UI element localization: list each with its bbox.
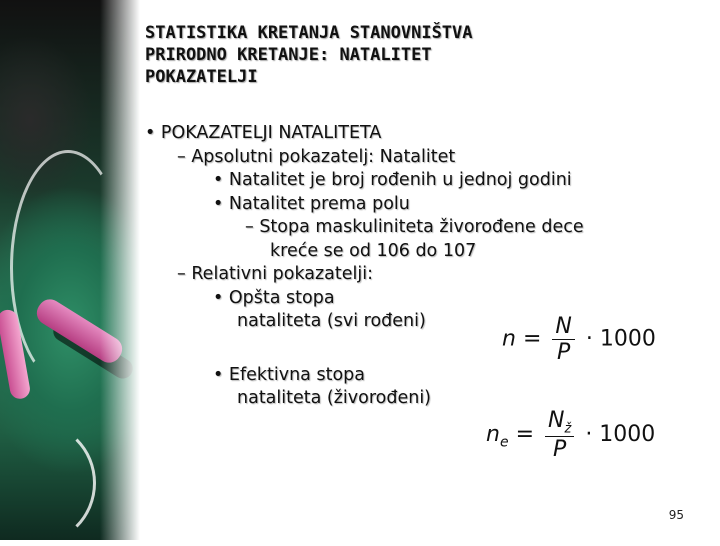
bullet-item: • POKAZATELJI NATALITETA <box>145 123 382 143</box>
bullet-item: • Opšta stopa <box>213 287 335 308</box>
bullet-continuation: kreće se od 106 do 107 <box>270 240 477 261</box>
formula-numerator <box>545 408 574 437</box>
formula-equals: = <box>522 326 542 352</box>
formula-numerator-symbol: N <box>548 408 565 433</box>
slide-title <box>145 22 705 88</box>
bullet-continuation: nataliteta (svi rođeni) <box>237 311 426 331</box>
bullet-continuation: nataliteta (živorođeni) <box>237 388 432 408</box>
bullet-item: – Stopa maskuliniteta živorođene dece <box>245 217 584 237</box>
chalkboard-decoration <box>0 0 140 540</box>
title-line: STATISTIKA KRETANJA STANOVNIŠTVA <box>145 23 473 43</box>
formula-lhs-subscript: e <box>499 434 509 451</box>
bullet-item: – Apsolutni pokazatelj: Natalitet <box>177 146 456 167</box>
formula-numerator-subscript: ž <box>564 421 572 437</box>
formula-effective-birth-rate <box>486 408 655 462</box>
bullet-item: – Relativni pokazatelji: <box>177 264 374 284</box>
bullet-item: • Natalitet je broj rođenih u jednoj godini <box>213 170 572 190</box>
chalk-curve-decoration <box>0 420 96 546</box>
bullet-item: • Efektivna stopa <box>213 364 365 385</box>
formula-fraction <box>545 408 574 462</box>
formula-equals: = <box>515 422 535 448</box>
formula-multiplier: · 1000 <box>585 326 656 352</box>
formula-fraction <box>552 314 574 365</box>
formula-multiplier: · 1000 <box>585 422 656 448</box>
formula-lhs: n <box>486 422 500 448</box>
chalkboard-fade <box>100 0 140 540</box>
formula-lhs: n <box>502 326 516 352</box>
formula-denominator: P <box>556 340 571 365</box>
formula-general-birth-rate <box>502 314 656 365</box>
formula-numerator: N <box>552 314 574 340</box>
bullet-item: • Natalitet prema polu <box>213 193 410 214</box>
slide-content <box>145 122 705 411</box>
page-number: 95 <box>668 508 684 522</box>
formula-denominator: P <box>553 437 567 463</box>
title-line: PRIRODNO KRETANJE: NATALITET <box>145 45 432 65</box>
title-line: POKAZATELJI <box>145 67 258 87</box>
